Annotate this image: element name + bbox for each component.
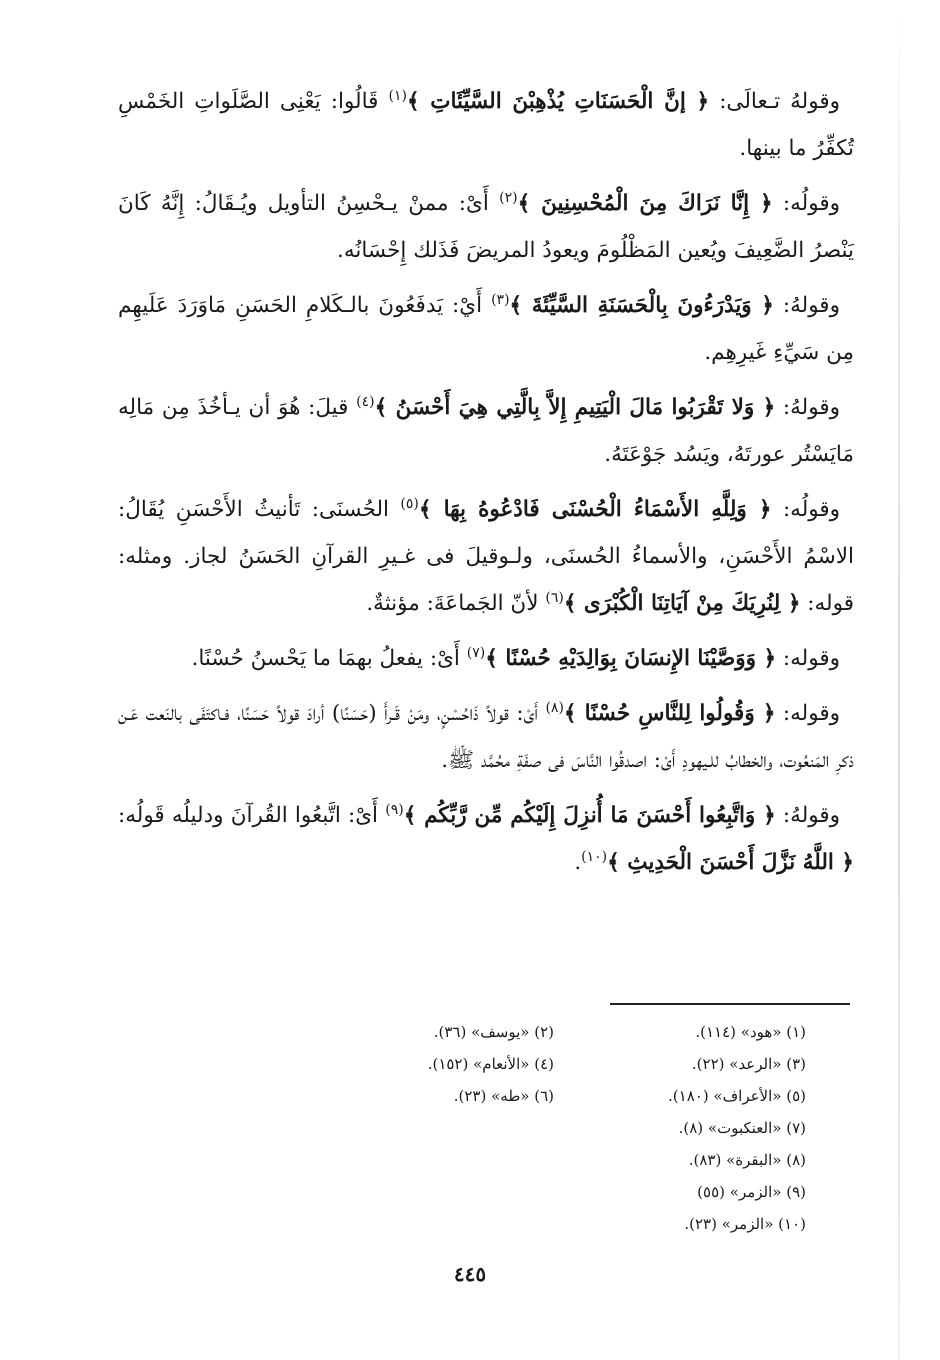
page-number: ٤٤٥ xyxy=(453,1262,487,1286)
paragraph-7 xyxy=(118,690,854,784)
page-edge-shadow xyxy=(898,0,900,1360)
paragraph-lead: وقوله: xyxy=(782,701,840,726)
footnotes-column-right xyxy=(546,1016,806,1240)
footnote-ref: (١) xyxy=(388,87,407,104)
footnote-ref: (٥) xyxy=(400,495,419,512)
footnote-ref: (٨) xyxy=(545,699,564,716)
footnotes xyxy=(406,1016,806,1240)
paragraph-text: . xyxy=(574,850,582,875)
footnote-ref: (٣) xyxy=(491,291,510,308)
quran-verse: ﴿ وَلا تَقْرَبُوا مَالَ الْيَتِيمِ إِلاَّ بِالَّتِي هِيَ أَحْسَنُ ﴾ xyxy=(374,395,776,420)
footnotes-column-left xyxy=(314,1016,554,1112)
body-text xyxy=(118,78,854,894)
paragraph-text: قيلَ: هُوَ أن يـأخُذَ مِن مَالِه مَايَسْتُر عورتَهُ، ويَسُد جَوْعَتَهُ. xyxy=(118,395,854,467)
footnote-separator xyxy=(610,1003,850,1005)
paragraph-8 xyxy=(118,792,854,886)
quran-verse: ﴿ إنَّ الْحَسَنَاتِ يُذْهِبْنَ السَّيِّئَاتِ ﴾ xyxy=(406,89,710,114)
footnote-item: (٣) «الرعد» (٢٢). xyxy=(691,1055,806,1073)
footnote-ref: (٦) xyxy=(545,589,564,606)
paragraph-lead: وقولهُ: xyxy=(782,803,841,828)
paragraph-6 xyxy=(118,635,854,682)
quran-verse: ﴿ وَقُولُوا لِلنَّاسِ حُسْنًا ﴾ xyxy=(563,701,776,726)
paragraph-text: أَيْ: يَدفَعُونَ بالـكَلامِ الحَسَنِ مَاوَرَدَ عَلَيهِم مِن سَيِّءِ غَيرِهِم. xyxy=(118,293,854,365)
quran-verse: ﴿ وَوَصَّيْنَا الإِنسَانَ بِوَالِدَيْهِ حُسْنًا ﴾ xyxy=(485,646,777,671)
quran-verse: ﴿ لِنُرِيَكَ مِنْ آيَاتِنَا الْكُبْرَى ﴾ xyxy=(563,591,801,616)
paragraph-lead: وقولُه: xyxy=(782,191,840,216)
quran-verse: ﴿ إِنَّا نَرَاكَ مِنَ الْمُحْسِنِينَ ﴾ xyxy=(517,191,773,216)
paragraph-text: لأنّ الجَماعَةَ: مؤنثةٌ. xyxy=(366,591,539,616)
footnote-item: (٩) «الزمر» (٥٥) xyxy=(697,1183,806,1201)
paragraph-lead: وقولهُ: xyxy=(782,395,840,420)
paragraph-lead: وقولُه: xyxy=(782,497,841,522)
footnote-item: (١) «هود» (١١٤). xyxy=(695,1023,806,1041)
footnote-item: (٧) «العنكبوت» (٨). xyxy=(678,1119,806,1137)
paragraph-text: أَىْ: ممنْ يـحْسِنُ التأويل ويُـقَالُ: إِنَّهُ كَانَ يَنْصرُ الضَّعِيفَ ويُعين المَظْلُومَ ويعودُ المريضَ فَذَلك إِحْسَانُه. xyxy=(118,191,854,263)
paragraph-4 xyxy=(118,384,854,478)
footnote-item: (٦) «طه» (٢٣). xyxy=(453,1087,554,1105)
footnote-ref: (٤) xyxy=(356,393,375,410)
footnote-ref: (٢) xyxy=(499,189,518,206)
paragraph-2 xyxy=(118,180,854,274)
paragraph-lead: وقولهُ تـعالَى: xyxy=(719,89,840,114)
footnote-item: (٢) «يوسف» (٣٦). xyxy=(433,1023,554,1041)
paragraph-lead: وقولهُ: xyxy=(782,293,840,318)
quran-verse: ﴿ اللَّهُ نَزَّلَ أَحْسَنَ الْحَدِيثِ ﴾ xyxy=(607,850,854,875)
paragraph-5 xyxy=(118,486,854,627)
quran-verse: ﴿ وَلِلَّهِ الأَسْمَاءُ الْحُسْنَى فَادْعُوهُ بِهَا ﴾ xyxy=(418,497,772,522)
paragraph-lead: وقوله: xyxy=(782,646,840,671)
quran-verse: ﴿ وَيَدْرَءُونَ بِالْحَسَنَةِ السَّيِّئَةَ ﴾ xyxy=(509,293,774,318)
paragraph-3 xyxy=(118,282,854,376)
paragraph-text: الحُسنَى: تَأنيثُ الأَحْسَنِ يُقَالُ: الاسْمُ الأَحْسَنِ، والأسماءُ الحُسنَى، ولـوقيلَ فى غـيرِ القرآنِ الحَسَنُ لجاز. ومثله: قوله: xyxy=(118,497,854,616)
footnote-item: (١٠) «الزمر» (٢٣). xyxy=(684,1215,806,1233)
footnote-ref: (٧) xyxy=(466,644,486,661)
footnote-item: (٤) «الأنعام» (١٥٢). xyxy=(427,1055,554,1073)
paragraph-1 xyxy=(118,78,854,172)
footnote-ref: (٩) xyxy=(385,801,404,818)
quran-verse: ﴿ وَاتَّبِعُوا أَحْسَنَ مَا أُنزِلَ إِلَيْكُم مِّن رَّبِّكُم ﴾ xyxy=(403,803,776,828)
paragraph-text: أَىْ: يفعلُ بهمَا ما يَحْسنُ حُسْنًا. xyxy=(191,646,460,671)
paragraph-text: أَىْ: اتَّبعُوا القُرآنَ ودليلُه قَولُه: xyxy=(118,803,379,828)
paragraph-text: قَالُوا: يَعْنِى الصَّلَواتِ الخَمْسِ تُكفِّرُ ما بينها. xyxy=(118,89,854,161)
footnote-item: (٨) «البقرة» (٨٣). xyxy=(688,1151,806,1169)
footnote-item: (٥) «الأعراف» (١٨٠). xyxy=(668,1087,806,1105)
footnote-ref: (١٠) xyxy=(581,848,608,865)
paragraph-text: أَىْ: قولاً ذَاحُسْنٍ، ومَنْ قَـرأَ (حَسَنًا) أرادَ قولاً حَسَنًا، فـاكتَفَى بالنَعت عَـن ذكرِ المَنعُوت، والخطابُ للـيهودِ أَىْ: اصدقُوا النَّاسَ فى صفَةِ محُمَّد ﷺ. xyxy=(118,701,854,773)
